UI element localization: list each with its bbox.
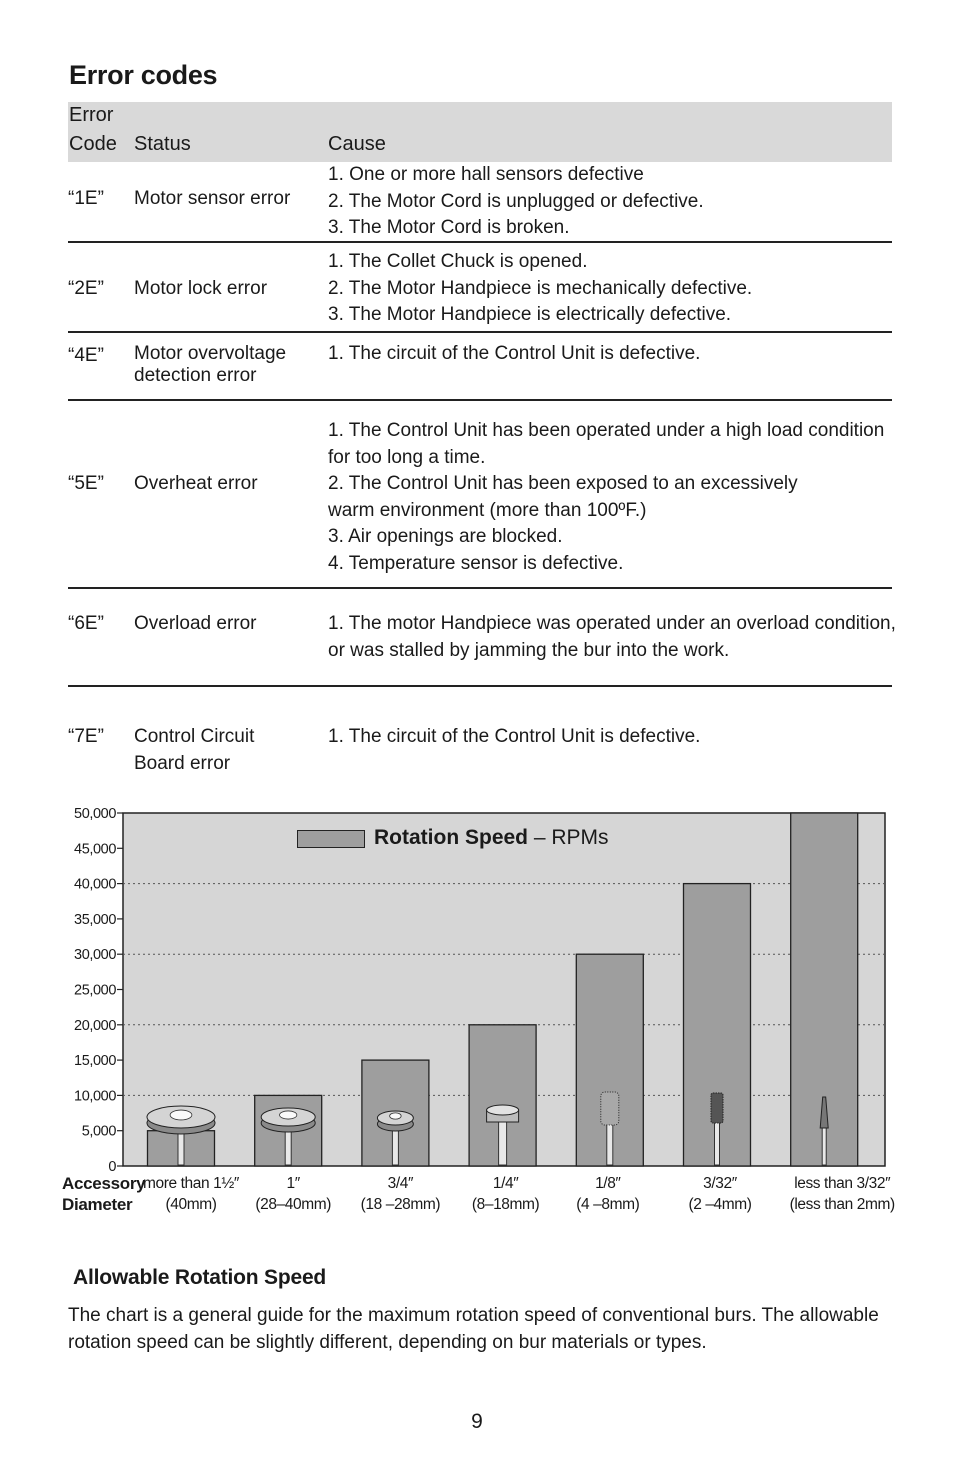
x-tick-label [782, 1173, 902, 1215]
y-tick-label: 25,000 [74, 982, 116, 999]
x-tick-label-size: 3/4″ [387, 1175, 414, 1192]
cause-line: warm environment (more than 100ºF.) [328, 499, 647, 521]
section-description: The chart is a general guide for the maximum rotation speed of conventional burs. The allowable rotation speed can be slightly different, depending on bur materials or types. [68, 1305, 879, 1353]
cause-line: 1. The motor Handpiece was operated under an overload condition, [328, 613, 896, 634]
x-axis-title-line1: Accessory [62, 1174, 146, 1193]
status-line: Control Circuit [134, 726, 255, 747]
cause-line: or was stalled by jamming the bur into the work. [328, 639, 730, 661]
y-tick-label: 35,000 [74, 911, 116, 928]
cylinder-diamond-bur-shank [607, 1124, 613, 1165]
small-cylinder-bur-icon [711, 1093, 723, 1123]
y-tick-label: 50,000 [74, 806, 116, 822]
x-tick-label-size: 1/4″ [492, 1175, 519, 1192]
cause-line: 2. The Control Unit has been exposed to an excessively [328, 473, 798, 494]
error-code: “1E” [68, 188, 104, 209]
cause-line: 2. The Motor Handpiece is mechanically defective. [328, 277, 753, 299]
y-tick-label: 15,000 [74, 1053, 116, 1070]
small-disc-bur-icon-hub [390, 1113, 402, 1119]
x-tick-label-size: 1/8″ [595, 1175, 621, 1192]
legend-label-bold: Rotation Speed [374, 826, 529, 849]
stone-point-icon [487, 1105, 519, 1115]
legend-swatch [297, 830, 365, 848]
header-code-line2: Code [69, 133, 117, 155]
error-code: “5E” [68, 473, 104, 494]
page-title: Error codes [69, 60, 218, 90]
taper-bur-shank [822, 1126, 826, 1165]
disc-bur-icon-hub [280, 1111, 297, 1119]
cause-line: for too long a time. [328, 446, 486, 468]
y-tick-label: 40,000 [74, 876, 116, 893]
cause-line: 4. Temperature sensor is defective. [328, 552, 624, 574]
error-code: “7E” [68, 726, 104, 747]
cylinder-diamond-bur-icon [601, 1092, 619, 1125]
y-tick-label: 10,000 [74, 1088, 116, 1105]
x-tick-label [340, 1173, 460, 1215]
x-tick-label-size: less than 3/32″ [794, 1175, 891, 1192]
x-tick-label-metric: (2 –4mm) [688, 1196, 752, 1213]
y-axis [74, 806, 123, 1175]
cause-line: 1. One or more hall sensors defective [328, 164, 644, 185]
x-tick-label [548, 1173, 668, 1215]
y-tick-label: 45,000 [74, 841, 116, 858]
status-line: Overload error [134, 613, 257, 634]
header-status: Status [134, 133, 191, 155]
status-line: Overheat error [134, 473, 258, 494]
small-cylinder-bur-shank [715, 1122, 720, 1165]
legend-label [374, 826, 609, 850]
y-tick-label: 20,000 [74, 1017, 116, 1034]
x-tick-label [660, 1173, 780, 1215]
y-tick-label: 5,000 [81, 1123, 116, 1140]
x-tick-label-metric: (28–40mm) [255, 1196, 332, 1213]
cause-line: 3. Air openings are blocked. [328, 526, 563, 547]
status-line: Motor overvoltage [134, 343, 287, 364]
cause-line: 1. The Collet Chuck is opened. [328, 251, 588, 272]
y-tick-label: 30,000 [74, 947, 116, 964]
header-cause: Cause [328, 133, 386, 155]
header-code-line1: Error [69, 104, 114, 126]
cause-line: 3. The Motor Handpiece is electrically defective. [328, 304, 732, 325]
legend-label-unit: – RPMs [528, 826, 609, 849]
x-tick-label [233, 1173, 353, 1215]
cause-line: 1. The circuit of the Control Unit is defective. [328, 726, 701, 747]
x-tick-label-metric: (4 –8mm) [576, 1196, 640, 1213]
status-line: Board error [134, 752, 231, 774]
x-tick-label-size: more than 1½″ [143, 1175, 239, 1192]
error-code: “4E” [68, 345, 104, 366]
stone-point-shank [499, 1120, 507, 1165]
error-code: “2E” [68, 278, 104, 299]
status-line: detection error [134, 365, 257, 386]
status-line: Motor lock error [134, 278, 268, 299]
section-title: Allowable Rotation Speed [73, 1266, 327, 1289]
large-disc-bur-icon-hub [170, 1110, 192, 1120]
x-tick-label-metric: (8–18mm) [471, 1196, 540, 1213]
cause-line: 1. The circuit of the Control Unit is defective. [328, 343, 701, 364]
error-code: “6E” [68, 613, 104, 634]
x-tick-label-metric: (less than 2mm) [789, 1196, 895, 1213]
cause-line: 3. The Motor Cord is broken. [328, 217, 570, 238]
x-tick-label-metric: (18 –28mm) [360, 1196, 441, 1213]
y-tick-label: 0 [108, 1159, 116, 1175]
x-tick-label-metric: (40mm) [165, 1196, 217, 1213]
x-tick-label-size: 1″ [286, 1175, 300, 1192]
x-axis-title-line2: Diameter [62, 1195, 133, 1214]
cause-line: 1. The Control Unit has been operated under a high load condition [328, 420, 885, 441]
cause-line: 2. The Motor Cord is unplugged or defective. [328, 190, 704, 212]
x-tick-label-size: 3/32″ [703, 1175, 737, 1192]
page-number: 9 [471, 1410, 483, 1433]
status-line: Motor sensor error [134, 188, 291, 209]
